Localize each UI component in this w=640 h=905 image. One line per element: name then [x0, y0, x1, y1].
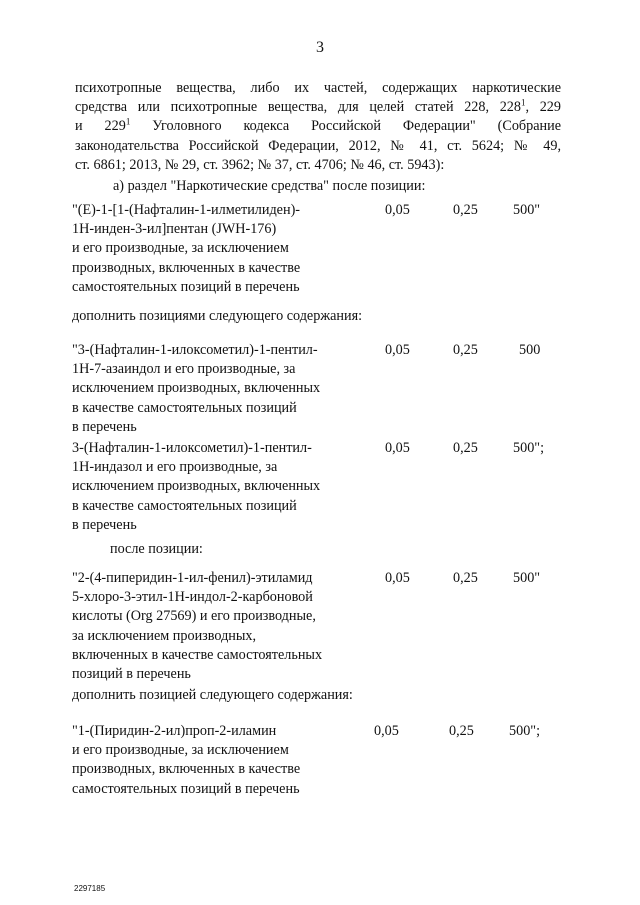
- entry-5-value-2: 0,25: [449, 723, 474, 739]
- entry-4-value-1: 0,05: [385, 570, 410, 586]
- entry-line: 1Н-7-азаиндол и его производные, за: [72, 361, 296, 378]
- entry-line: в качестве самостоятельных позиций: [72, 497, 297, 514]
- entry-line: производных, включенных в качестве: [72, 259, 301, 276]
- entry-line: 3-(Нафталин-1-илоксометил)-1-пентил-: [72, 440, 312, 456]
- entry-2-name: [72, 341, 320, 437]
- intro-line-3: [75, 117, 561, 136]
- entry-1-value-1: 0,05: [385, 202, 410, 218]
- entry-line: в перечень: [72, 418, 137, 435]
- entry-line: "3-(Нафталин-1-илоксометил)-1-пентил-: [72, 342, 318, 358]
- entry-line: позиций в перечень: [72, 666, 191, 683]
- entry-4-value-3: 500": [513, 570, 541, 586]
- intro-line-2-text: средства или психотропные вещества, для целей статей 228, 228: [75, 99, 521, 116]
- entry-line: в перечень: [72, 516, 137, 533]
- entry-line: производных, включенных в качестве: [72, 761, 301, 778]
- entry-line: 1Н-инден-3-ил]пентан (JWH-176): [72, 221, 277, 238]
- entry-2-value-1: 0,05: [385, 342, 410, 358]
- entry-4-name: [72, 569, 322, 684]
- entry-4-value-2: 0,25: [453, 570, 478, 586]
- entry-line: "2-(4-пиперидин-1-ил-фенил)-этиламид: [72, 570, 313, 586]
- entry-line: 5-хлоро-3-этил-1Н-индол-2-карбоновой: [72, 589, 313, 606]
- entry-line: 1Н-индазол и его производные, за: [72, 459, 278, 476]
- entry-line: исключением производных, включенных: [72, 478, 321, 495]
- entry-line: и его производные, за исключением: [72, 240, 289, 257]
- intro-line-2: [75, 98, 561, 117]
- add-positions-text: дополнить позициями следующего содержания:: [72, 308, 363, 324]
- entry-3-name: [72, 439, 320, 535]
- entry-line: "1-(Пиридин-2-ил)проп-2-иламин: [72, 723, 277, 739]
- superscript: 1: [125, 117, 131, 127]
- entry-2-value-2: 0,25: [453, 342, 478, 358]
- entry-line: кислоты (Org 27569) и его производные,: [72, 608, 316, 625]
- superscript: 1: [521, 98, 526, 108]
- intro-paragraph: [75, 79, 561, 175]
- intro-line-4: законодательства Российской Федерации, 2012, № 41, ст. 5624; № 49,: [75, 137, 561, 154]
- entry-line: и его производные, за исключением: [72, 742, 289, 759]
- entry-line: за исключением производных,: [72, 627, 257, 644]
- entry-3-value-3: 500";: [513, 440, 545, 456]
- entry-line: самостоятельных позиций в перечень: [72, 278, 300, 295]
- footer-code: 2297185: [74, 884, 106, 893]
- entry-3-value-1: 0,05: [385, 440, 410, 456]
- entry-5-value-3: 500";: [509, 723, 541, 739]
- section-a-heading: а) раздел "Наркотические средства" после позиции:: [113, 178, 426, 194]
- intro-line-3-tail: Уголовного кодекса Российской Федерации" (Собрание: [152, 118, 561, 135]
- entry-5-name: [72, 722, 300, 799]
- entry-1-value-2: 0,25: [453, 202, 478, 218]
- entry-line: включенных в качестве самостоятельных: [72, 646, 323, 663]
- intro-line-2-tail: , 229: [525, 99, 561, 116]
- after-position-text: после позиции:: [110, 541, 203, 557]
- entry-3-value-2: 0,25: [453, 440, 478, 456]
- entry-line: самостоятельных позиций в перечень: [72, 780, 300, 797]
- entry-1-value-3: 500": [513, 202, 541, 218]
- intro-line-5: ст. 6861; 2013, № 29, ст. 3962; № 37, ст. 4706; № 46, ст. 5943):: [75, 156, 445, 173]
- entry-2-value-3: 500: [519, 342, 541, 358]
- entry-line: в качестве самостоятельных позиций: [72, 399, 297, 416]
- intro-line-3-head: и 229: [75, 118, 126, 135]
- entry-5-value-1: 0,05: [374, 723, 399, 739]
- entry-1-name: [72, 201, 300, 297]
- entry-line: "(Е)-1-[1-(Нафталин-1-илметилиден)-: [72, 202, 301, 218]
- page-number: 3: [316, 39, 324, 56]
- intro-line-1: психотропные вещества, либо их частей, содержащих наркотические: [75, 80, 561, 96]
- add-position-text: дополнить позицией следующего содержания:: [72, 687, 353, 703]
- entry-line: исключением производных, включенных: [72, 380, 321, 397]
